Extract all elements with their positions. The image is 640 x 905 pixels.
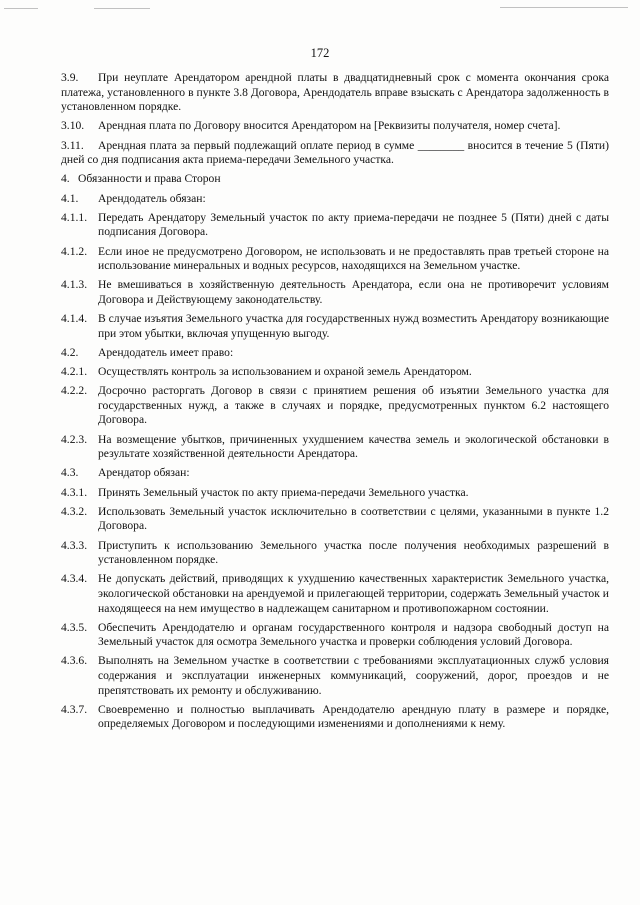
clause-4-1	[61, 192, 609, 207]
clause-4-1-4	[61, 312, 609, 341]
clause-number: 3.10.	[61, 119, 85, 133]
clause-number: 3.9.	[61, 71, 79, 84]
clause-number: 4.2.1.	[61, 365, 88, 379]
clause-4-2-3	[61, 433, 609, 462]
clause-text: Арендная плата за первый подлежащий оплате период в сумме ________ вносится в течение 5 (Пяти) дней со дня подписания акта приема-передачи Земельного участка.	[61, 138, 609, 167]
scan-artifact	[500, 7, 628, 8]
section-title: Обязанности и права Сторон	[78, 172, 221, 186]
clause-text: Не вмешиваться в хозяйственную деятельность Арендатора, если она не противоречит условиям Договора и Действующему законодательству.	[98, 278, 609, 306]
clause-number: 4.3.	[61, 466, 79, 480]
clause-3-11	[61, 139, 609, 168]
clause-3-10	[61, 119, 609, 134]
clause-text: На возмещение убытков, причиненных ухудшением качества земель и экологической обстановки в результате хозяйственной деятельности Арендатора.	[98, 432, 609, 461]
clause-number: 4.3.4.	[61, 572, 88, 586]
clause-number: 4.3.3.	[61, 538, 88, 552]
clause-number: 4.2.3.	[61, 432, 88, 446]
clause-4-3-7	[61, 703, 609, 732]
clause-text: Приступить к использованию Земельного участка после получения необходимых разрешений в установленном порядке.	[98, 538, 609, 567]
clause-4-3-4	[61, 572, 609, 616]
scan-artifact	[94, 8, 150, 9]
document-body	[61, 71, 609, 737]
clause-text: Если иное не предусмотрено Договором, не использовать и не предоставлять прав третьей стороне на использование минеральных и водных ресурсов, находящихся на Земельном участке.	[98, 244, 609, 273]
clause-4-3-1	[61, 486, 609, 501]
clause-text: В случае изъятия Земельного участка для государственных нужд возместить Арендатору возникающие при этом убытки, включая упущенную выгоду.	[98, 312, 609, 340]
clause-4-2-2	[61, 384, 609, 428]
clause-4-2-1	[61, 365, 609, 380]
clause-number: 4.3.1.	[61, 485, 88, 499]
clause-number: 4.3.7.	[61, 702, 88, 716]
clause-text: Принять Земельный участок по акту приема-передачи Земельного участка.	[98, 485, 469, 499]
section-number: 4.	[61, 172, 70, 186]
clause-text: Арендодатель обязан:	[98, 191, 206, 205]
clause-4-3	[61, 466, 609, 481]
clause-text: Арендная плата по Договору вносится Арендатором на [Реквизиты получателя, номер счета].	[98, 119, 561, 133]
clause-number: 4.2.	[61, 345, 79, 359]
clause-text: Передать Арендатору Земельный участок по акту приема-передачи не позднее 5 (Пяти) дней с даты подписания Договора.	[98, 210, 609, 239]
clause-4-2	[61, 346, 609, 361]
clause-text: Своевременно и полностью выплачивать Арендодателю арендную плату в размере и порядке, определяемых Договором и последующими изменениями и дополнениями к нему.	[98, 702, 609, 731]
clause-number: 4.3.6.	[61, 654, 88, 668]
clause-3-9	[61, 71, 609, 115]
clause-number: 4.3.5.	[61, 620, 88, 634]
clause-number: 4.1.	[61, 191, 79, 205]
clause-number: 4.1.4.	[61, 312, 88, 326]
clause-text: Арендатор обязан:	[98, 466, 190, 480]
section-heading	[61, 172, 609, 187]
clause-text: Осуществлять контроль за использованием и охраной земель Арендатором.	[98, 365, 472, 379]
clause-number: 4.2.2.	[61, 384, 88, 398]
clause-4-3-3	[61, 539, 609, 568]
clause-4-3-6	[61, 654, 609, 698]
clause-text: Обеспечить Арендодателю и органам государственного контроля и надзора свободный доступ на Земельный участок для осмотра Земельного участка и проверки соблюдения условий Договора.	[98, 620, 609, 649]
clause-number: 3.11.	[61, 138, 84, 152]
clause-number: 4.1.3.	[61, 278, 88, 292]
clause-number: 4.1.2.	[61, 244, 88, 258]
clause-4-1-2	[61, 245, 609, 274]
clause-text: Досрочно расторгать Договор в связи с принятием решения об изъятии Земельного участка для государственных нужд, а также в случаях и порядке, предусмотренных пунктом 6.2 настоящего Договора.	[98, 384, 609, 427]
clause-text: Не допускать действий, приводящих к ухудшению качественных характеристик Земельного участка, экологической обстановки на арендуемой и прилегающей территории, содержать Земельный участок и находящееся на нем имущество в надлежащем санитарном и противопожарном состоянии.	[98, 572, 609, 615]
clause-text: При неуплате Арендатором арендной платы в двадцатидневный срок с момента окончания срока платежа, установленного в пункте 3.8 Договора, Арендодатель вправе взыскать с Арендатора задолженность в установленном порядке.	[61, 71, 609, 114]
clause-number: 4.3.2.	[61, 504, 88, 518]
scan-artifact	[4, 8, 38, 9]
clause-number: 4.1.1.	[61, 210, 88, 224]
clause-4-1-1	[61, 211, 609, 240]
clause-4-3-2	[61, 505, 609, 534]
page-number: 172	[310, 46, 330, 60]
clause-4-1-3	[61, 278, 609, 307]
clause-text: Арендодатель имеет право:	[98, 345, 234, 359]
clause-text: Выполнять на Земельном участке в соответствии с требованиями эксплуатационных служб условия содержания и эксплуатации инженерных коммуникаций, сооружений, дорог, проездов и не препятствовать их ремонту и обслуживанию.	[98, 654, 609, 697]
clause-text: Использовать Земельный участок исключительно в соответствии с целями, указанными в пункте 1.2 Договора.	[98, 504, 609, 533]
clause-4-3-5	[61, 621, 609, 650]
